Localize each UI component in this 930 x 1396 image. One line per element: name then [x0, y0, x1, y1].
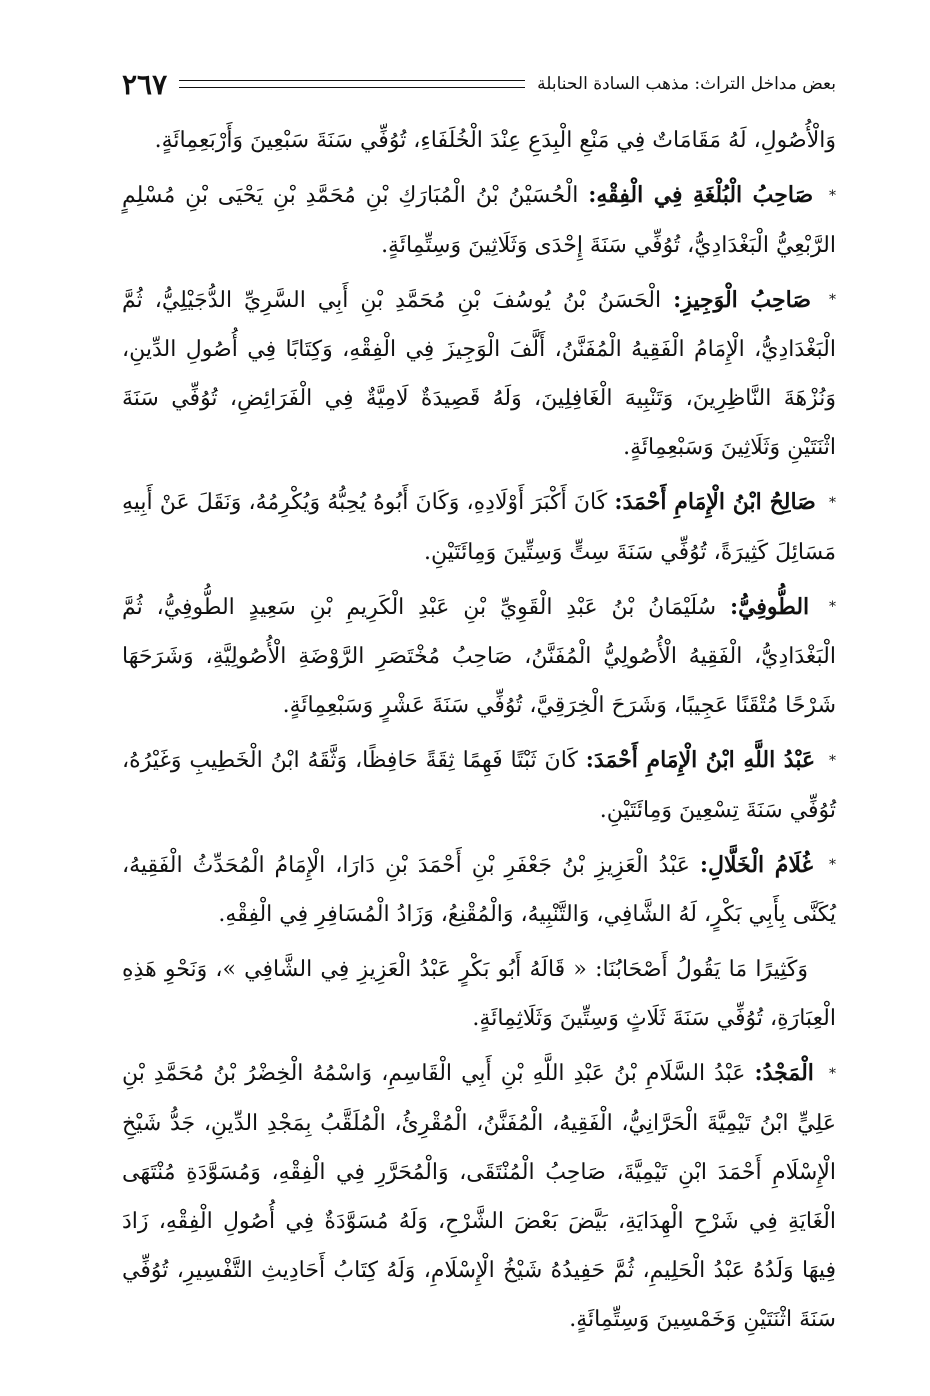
- header-title: بعض مداخل التراث: مذهب السادة الحنابلة: [537, 74, 836, 94]
- page-number: ٢٦٧: [122, 67, 168, 101]
- paragraph-text: وَكَثِيرًا مَا يَقُولُ أَصْحَابُنَا: « قَالَهُ أَبُو بَكْرٍ عَبْدُ الْعَزِيزِ فِي الشَّافِي »، وَنَحْوِ هَذِهِ الْعِبَارَةِ، تُوُفِّي سَنَةَ ثَلَاثٍ وَسِتِّينَ وَثَلَاثِمِائَةٍ.: [122, 957, 836, 1031]
- entry-name: صَالِحُ ابْنُ الْإِمَامِ أَحْمَدَ: [622, 489, 816, 515]
- entry-text: سُلَيْمَانُ بْنُ عَبْدِ الْقَوِيِّ بْنِ عَبْدِ الْكَرِيمِ بْنِ سَعِيدٍ الطُّوفِيُّ، ثُمَّ الْبَغْدَادِيُّ، الْفَقِيهُ الْأُصُولِيُّ الْمُفَنَّنُ، صَاحِبُ مُخْتَصَرِ الرَّوْضَةِ الْأُصُولِيَّةِ، وَشَرَحَهَا شَرْحًا مُتْقَنًا عَجِيبًا، وَشَرَحَ الْخِرَقِيَّ، تُوُفِّي سَنَةَ عَشْرٍ وَسَبْعِمِائَةٍ.: [122, 594, 836, 718]
- entry-name: الْمَجْدُ: [762, 1060, 814, 1086]
- entry-paragraph: * عَبْدُ اللَّهِ ابْنُ الْإِمَامِ أَحْمَدَ: كَانَ ثَبْتًا فَهِمًا ثِقَةً حَافِظًا، وَثَّقَهُ ابْنُ الْخَطِيبِ وَغَيْرُهُ، تُوُفِّي سَنَةَ تِسْعِينَ وَمِائَتَيْنِ.: [122, 747, 837, 823]
- bullet-marker: *: [829, 752, 837, 769]
- paragraph-text: وَالْأُصُولِ، لَهُ مَقَامَاتٌ فِي مَنْعِ الْبِدَعِ عِنْدَ الْخُلَفَاءِ، تُوُفِّي سَنَةَ سَبْعِينَ وَأَرْبَعِمِائَةٍ.: [154, 128, 836, 153]
- bullet-marker: *: [828, 292, 836, 308]
- paragraph: [122, 116, 836, 165]
- entry-text: الْحَسَنُ بْنُ يُوسُفَ بْنِ مُحَمَّدِ بْنِ أَبِي السَّرِيِّ الدُّجَيْلِيُّ، ثُمَّ الْبَغْدَادِيُّ، الْإِمَامُ الْفَقِيهُ الْمُفَنَّنُ، أَلَّفَ الْوَجِيزَ فِي الْفِقْهِ، وَكِتَابًا فِي أُصُولِ الدِّينِ، وَنُزْهَةَ النَّاظِرِينَ، وَتَنْبِيهَ الْغَافِلِينَ، وَلَهُ قَصِيدَةٌ لَامِيَّةٌ فِي الْفَرَائِضِ، تُوُفِّي سَنَةَ اثْنَتَيْنِ وَثَلَاثِينَ وَسَبْعِمِائَةٍ.: [122, 287, 836, 460]
- page-body: [122, 116, 836, 1344]
- entry-text: كَانَ أَكْبَرَ أَوْلَادِهِ، وَكَانَ أَبُوهُ يُحِبُّهُ وَيُكْرِمُهُ، وَنَقَلَ عَنْ أَبِيهِ مَسَائِلَ كَثِيرَةً، تُوُفِّي سَنَةَ سِتٍّ وَسِتِّينَ وَمِائَتَيْنِ.: [122, 490, 836, 565]
- entry-paragraph: * الطُّوفِيُّ: سُلَيْمَانُ بْنُ عَبْدِ الْقَوِيِّ بْنِ عَبْدِ الْكَرِيمِ بْنِ سَعِيدٍ الطُّوفِيُّ، ثُمَّ الْبَغْدَادِيُّ، الْفَقِيهُ الْأُصُولِيُّ الْمُفَنَّنُ، صَاحِبُ مُخْتَصَرِ الرَّوْضَةِ الْأُصُولِيَّةِ، وَشَرَحَهَا شَرْحًا مُتْقَنًا عَجِيبًا، وَشَرَحَ الْخِرَقِيَّ، تُوُفِّي سَنَةَ عَشْرٍ وَسَبْعِمِائَةٍ.: [122, 593, 836, 718]
- bullet-marker: *: [829, 599, 836, 615]
- entry-paragraph: * صَالِحُ ابْنُ الْإِمَامِ أَحْمَدَ: كَانَ أَكْبَرَ أَوْلَادِهِ، وَكَانَ أَبُوهُ يُحِبُّهُ وَيُكْرِمُهُ، وَنَقَلَ عَنْ أَبِيهِ مَسَائِلَ كَثِيرَةً، تُوُفِّي سَنَةَ سِتٍّ وَسِتِّينَ وَمِائَتَيْنِ.: [122, 489, 837, 565]
- bullet-marker: *: [829, 494, 837, 511]
- entry-paragraph: * صَاحِبُ الْبُلْغَةِ فِي الْفِقْهِ: الْحُسَيْنُ بْنُ الْمُبَارَكِ بْنِ مُحَمَّدِ بْنِ يَحْيَى بْنِ مُسْلِمٍ الرَّبْعِيُّ الْبَغْدَادِيُّ، تُوُفِّي سَنَةَ إِحْدَى وَثَلَاثِينَ وَسِتِّمِائَةٍ.: [122, 182, 837, 258]
- entry-text: عَبْدُ الْعَزِيزِ بْنُ جَعْفَرِ بْنِ أَحْمَدَ بْنِ دَارَا، الْإِمَامُ الْمُحَدِّثُ الْفَقِيهُ، يُكَنَّى بِأَبِي بَكْرٍ، لَهُ الشَّافِي، وَالتَّنْبِيهُ، وَالْمُقْنِعُ، وَزَادُ الْمُسَافِرِ فِي الْفِقْهِ.: [122, 852, 836, 927]
- bullet-marker: *: [828, 1065, 836, 1082]
- continuation-paragraph: [122, 945, 836, 1043]
- bullet-marker: *: [829, 187, 837, 204]
- entry-name: غُلَامُ الْخَلَّالِ: [708, 851, 814, 878]
- running-header: [122, 62, 836, 106]
- header-double-rule: [179, 80, 525, 88]
- entry-paragraph: * غُلَامُ الْخَلَّالِ: عَبْدُ الْعَزِيزِ بْنُ جَعْفَرِ بْنِ أَحْمَدَ بْنِ دَارَا، الْإِمَامُ الْمُحَدِّثُ الْفَقِيهُ، يُكَنَّى بِأَبِي بَكْرٍ، لَهُ الشَّافِي، وَالتَّنْبِيهُ، وَالْمُقْنِعُ، وَزَادُ الْمُسَافِرِ فِي الْفِقْهِ.: [122, 851, 837, 927]
- entry-name: صَاحِبُ الْوَجِيزِ: [681, 286, 811, 313]
- entry-text: عَبْدُ السَّلَامِ بْنُ عَبْدِ اللَّهِ بْنِ أَبِي الْقَاسِمِ، وَاسْمُهُ الْخِضْرُ بْنُ مُحَمَّدِ بْنِ عَلِيٍّ ابْنُ تَيْمِيَّةَ الْحَرَّانِيُّ، الْفَقِيهُ، الْمُفَنَّنُ، الْمُقْرِئُ، الْمُلَقَّبُ بِمَجْدِ الدِّينِ، جَدُّ شَيْخِ الْإِسْلَامِ أَحْمَدَ ابْنِ تَيْمِيَّةَ، صَاحِبُ الْمُنْتَقَى، وَالْمُحَرَّرِ فِي الْفِقْهِ، وَمُسَوَّدَةِ مُنْتَهَى الْغَايَةِ فِي شَرْحِ الْهِدَايَةِ، بَيَّضَ بَعْضَ الشَّرْحِ، وَلَهُ مُسَوَّدَةٌ فِي أُصُولِ الْفِقْهِ، زَادَ فِيهَا وَلَدُهُ عَبْدُ الْحَلِيمِ، ثُمَّ حَفِيدُهُ شَيْخُ الْإِسْلَامِ، وَلَهُ كِتَابُ أَحَادِيثِ التَّفْسِيرِ، تُوُفِّي سَنَةَ اثْنَتَيْنِ وَخَمْسِينَ وَسِتِّمِائَةٍ.: [122, 1061, 836, 1332]
- entry-name: صَاحِبُ الْبُلْغَةِ فِي الْفِقْهِ: [596, 182, 814, 208]
- entry-paragraph: * الْمَجْدُ: عَبْدُ السَّلَامِ بْنُ عَبْدِ اللَّهِ بْنِ أَبِي الْقَاسِمِ، وَاسْمُهُ الْخِضْرُ بْنُ مُحَمَّدِ بْنِ عَلِيٍّ ابْنُ تَيْمِيَّةَ الْحَرَّانِيُّ، الْفَقِيهُ، الْمُفَنَّنُ، الْمُقْرِئُ، الْمُلَقَّبُ بِمَجْدِ الدِّينِ، جَدُّ شَيْخِ الْإِسْلَامِ أَحْمَدَ ابْنِ تَيْمِيَّةَ، صَاحِبُ الْمُنْتَقَى، وَالْمُحَرَّرِ فِي الْفِقْهِ، وَمُسَوَّدَةِ مُنْتَهَى الْغَايَةِ فِي شَرْحِ الْهِدَايَةِ، بَيَّضَ بَعْضَ الشَّرْحِ، وَلَهُ مُسَوَّدَةٌ فِي أُصُولِ الْفِقْهِ، زَادَ فِيهَا وَلَدُهُ عَبْدُ الْحَلِيمِ، ثُمَّ حَفِيدُهُ شَيْخُ الْإِسْلَامِ، وَلَهُ كِتَابُ أَحَادِيثِ التَّفْسِيرِ، تُوُفِّي سَنَةَ اثْنَتَيْنِ وَخَمْسِينَ وَسِتِّمِائَةٍ.: [122, 1060, 836, 1332]
- bullet-marker: *: [829, 857, 837, 873]
- entry-text: كَانَ ثَبْتًا فَهِمًا ثِقَةً حَافِظًا، وَثَّقَهُ ابْنُ الْخَطِيبِ وَغَيْرُهُ، تُوُفِّي سَنَةَ تِسْعِينَ وَمِائَتَيْنِ.: [122, 748, 836, 823]
- entry-name: عَبْدُ اللَّهِ ابْنُ الْإِمَامِ أَحْمَدَ: [593, 747, 816, 773]
- entry-paragraph: * صَاحِبُ الْوَجِيزِ: الْحَسَنُ بْنُ يُوسُفَ بْنِ مُحَمَّدِ بْنِ أَبِي السَّرِيِّ الدُّجَيْلِيُّ، ثُمَّ الْبَغْدَادِيُّ، الْإِمَامُ الْفَقِيهُ الْمُفَنَّنُ، أَلَّفَ الْوَجِيزَ فِي الْفِقْهِ، وَكِتَابًا فِي أُصُولِ الدِّينِ، وَنُزْهَةَ النَّاظِرِينَ، وَتَنْبِيهَ الْغَافِلِينَ، وَلَهُ قَصِيدَةٌ لَامِيَّةٌ فِي الْفَرَائِضِ، تُوُفِّي سَنَةَ اثْنَتَيْنِ وَثَلَاثِينَ وَسَبْعِمِائَةٍ.: [122, 286, 836, 460]
- book-page: [122, 62, 836, 1350]
- entry-name: الطُّوفِيُّ: [738, 593, 810, 620]
- entry-text: الْحُسَيْنُ بْنُ الْمُبَارَكِ بْنِ مُحَمَّدِ بْنِ يَحْيَى بْنِ مُسْلِمٍ الرَّبْعِيُّ الْبَغْدَادِيُّ، تُوُفِّي سَنَةَ إِحْدَى وَثَلَاثِينَ وَسِتِّمِائَةٍ.: [122, 183, 836, 258]
